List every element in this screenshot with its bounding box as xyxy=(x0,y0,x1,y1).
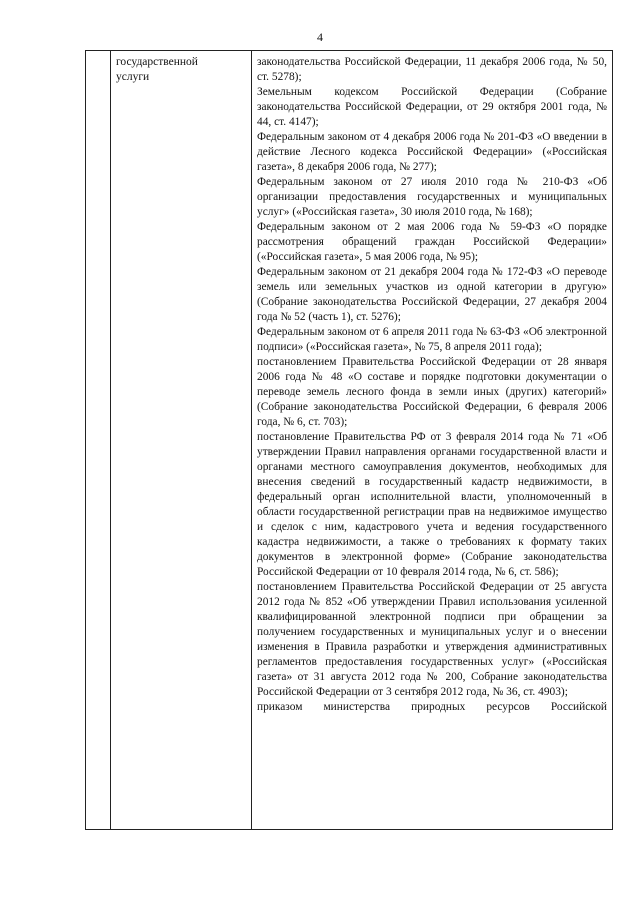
legal-basis-cell xyxy=(257,55,607,715)
column-divider xyxy=(251,51,252,829)
legal-basis-entry: постановлением Правительства Российской Федерации от 25 августа 2012 года № 852 «Об утверждении Правил использования усиленной квалифицированной электронной подписи при обращении за получением государственных и муниципальных услуг и о внесении изменения в Правила разработки и утверждения административных регламентов предоставления государственных услуг» («Российская газета» от 31 августа 2012 года № 200, Собрание законодательства Российской Федерации от 3 сентября 2012 года, № 36, ст. 4903); xyxy=(257,581,607,698)
legal-basis-entry: Федеральным законом от 2 мая 2006 года № 59-ФЗ «О порядке рассмотрения обращений граждан Российской Федерации» («Российская газета», 5 мая 2006 года, № 95); xyxy=(257,221,607,263)
legal-basis-entry: Федеральным законом от 27 июля 2010 года № 210-ФЗ «Об организации предоставления государственных и муниципальных услуг» («Российская газета», 30 июля 2010 года, № 168); xyxy=(257,176,607,218)
legal-basis-entry: постановление Правительства РФ от 3 февраля 2014 года № 71 «Об утверждении Правил направления органами государственной власти и органами местного самоуправления документов, необходимых для внесения сведений в государственный кадастр недвижимости, в федеральный орган исполнительной власти, уполномоченный в области государственной регистрации прав на недвижимое имущество и сделок с ним, кадастрового учета и ведения государственного кадастра недвижимости, а также о требованиях к формату таких документов в электронной форме» (Собрание законодательства Российской Федерации от 10 февраля 2014 года, № 6, ст. 586); xyxy=(257,431,607,578)
legal-basis-entry: приказом министерства природных ресурсов Российской xyxy=(257,701,607,713)
column-divider xyxy=(110,51,111,829)
regulation-table xyxy=(85,50,613,830)
legal-basis-entry: Федеральным законом от 6 апреля 2011 года № 63-ФЗ «Об электронной подписи» («Российская газета», № 75, 8 апреля 2011 года); xyxy=(257,326,607,353)
service-name-cell xyxy=(116,55,246,85)
page-number: 4 xyxy=(317,30,323,44)
legal-basis-entry: постановлением Правительства Российской Федерации от 28 января 2006 года № 48 «О составе и порядке подготовки документации о переводе земель лесного фонда в земли иных (других) категорий» (Собрание законодательства Российской Федерации, 6 февраля 2006 года, № 6, ст. 703); xyxy=(257,356,607,428)
legal-basis-entry: Федеральным законом от 4 декабря 2006 года № 201-ФЗ «О введении в действие Лесного кодекса Российской Федерации» («Российская газета», 8 декабря 2006 года, № 277); xyxy=(257,131,607,173)
legal-basis-entry: Федеральным законом от 21 декабря 2004 года № 172-ФЗ «О переводе земель или земельных участков из одной категории в другую» (Собрание законодательства Российской Федерации, 27 декабря 2004 года № 52 (часть 1), ст. 5276); xyxy=(257,266,607,323)
legal-basis-entry: законодательства Российской Федерации, 11 декабря 2006 года, № 50, ст. 5278); xyxy=(257,56,607,83)
service-name-line: государственной xyxy=(116,56,198,68)
legal-basis-entry: Земельным кодексом Российской Федерации (Собрание законодательства Российской Федерации, от 29 октября 2001 года, № 44, ст. 4147); xyxy=(257,86,607,128)
service-name-line: услуги xyxy=(116,71,150,83)
